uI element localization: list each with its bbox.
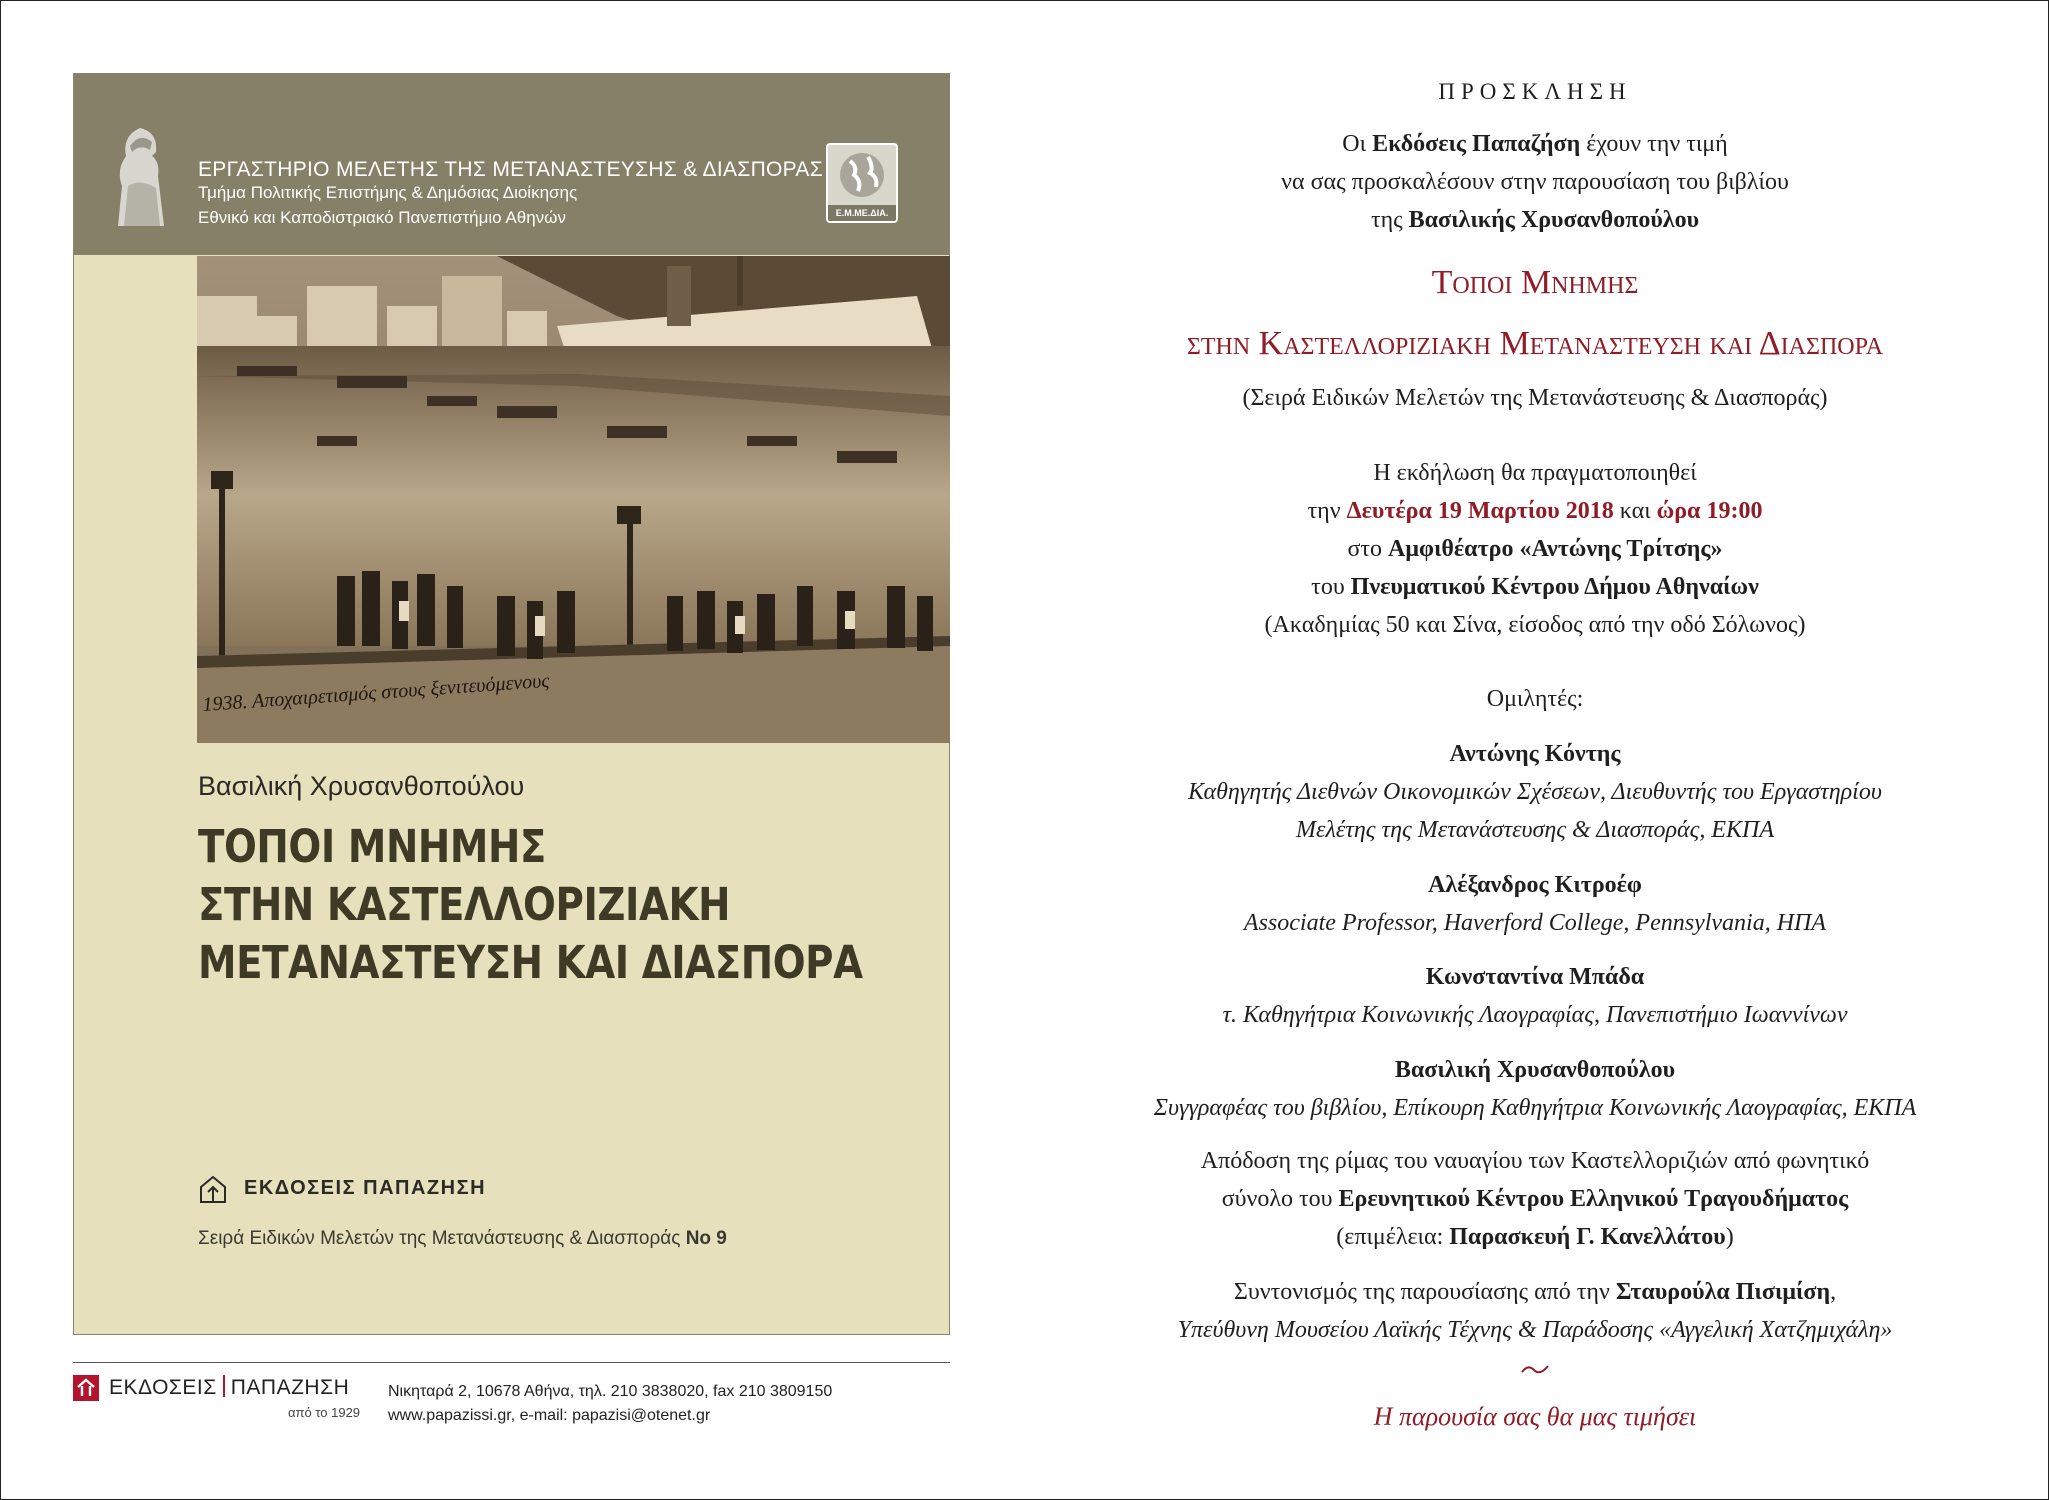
speaker-1-role-1: Καθηγητής Διεθνών Οικονομικών Σχέσεων, Διευθυντής του Εργαστηρίου	[1188, 779, 1882, 805]
perf-2-a: σύνολο του	[1221, 1186, 1339, 1212]
event-date: Δευτέρα 19 Μαρτίου 2018	[1346, 498, 1614, 524]
event-series: (Σειρά Ειδικών Μελετών της Μετανάστευσης & Διασποράς)	[1242, 385, 1828, 411]
publisher-logo-icon	[73, 1375, 99, 1401]
intro-1-c: έχουν την τιμή	[1580, 131, 1728, 157]
lab-university: Εθνικό και Καποδιστριακό Πανεπιστήμιο Αθηνών	[198, 208, 566, 227]
speaker-3-name	[1060, 962, 2010, 992]
speaker-3-role: τ. Καθηγήτρια Κοινωνικής Λαογραφίας, Πανεπιστήμιο Ιωαννίνων	[1222, 1002, 1848, 1028]
performance-line-3	[1060, 1222, 2010, 1252]
footer-rule	[73, 1362, 950, 1363]
event-title-line-1: Τοποι Μνημης	[1431, 264, 1639, 301]
book-author: Βασιλική Χρυσανθοπούλου	[198, 771, 525, 801]
event-2-b: και	[1613, 498, 1657, 524]
globe-icon	[828, 147, 896, 207]
cover-series	[198, 1228, 727, 1250]
event-address: (Ακαδημίας 50 και Σίνα, είσοδος από την οδό Σόλωνος)	[1264, 612, 1806, 638]
cover-left-strip	[74, 255, 196, 1334]
intro-author: Βασιλικής Χρυσανθοπούλου	[1408, 207, 1700, 233]
speaker-name: Βασιλική Χρυσανθοπούλου	[1394, 1057, 1676, 1083]
book-title-line-2: ΣΤΗΝ ΚΑΣΤΕΛΛΟΡΙΖΙΑΚΗ	[198, 878, 731, 931]
athena-statue-icon	[112, 126, 170, 226]
invitation-heading: ΠΡΟΣΚΛΗΣΗ	[1438, 79, 1632, 104]
cover-series-text: Σειρά Ειδικών Μελετών της Μετανάστευσης & Διασποράς	[198, 1228, 681, 1249]
logo-left: ΕΚΔΟΣΕΙΣ	[109, 1376, 217, 1399]
speaker-name: Κωνσταντίνα Μπάδα	[1425, 964, 1645, 990]
perf-editor: Παρασκευή Γ. Κανελλάτου	[1449, 1224, 1726, 1250]
intro-line-1	[1060, 129, 2010, 159]
coordination-line-2: Υπεύθυνη Μουσείου Λαϊκής Τέχνης & Παράδοσης «Αγγελική Χατζημιχάλη»	[1177, 1317, 1893, 1343]
publisher-address: Νικηταρά 2, 10678 Αθήνα, τηλ. 210 3838020, fax 210 3809150	[388, 1383, 833, 1400]
lab-title: ΕΡΓΑΣΤΗΡΙΟ ΜΕΛΕΤΗΣ ΤΗΣ ΜΕΤΑΝΑΣΤΕΥΣΗΣ & ΔΙΑΣΠΟΡΑΣ	[198, 158, 824, 181]
publisher-since: από το 1929	[288, 1405, 361, 1420]
speaker-4-name	[1060, 1055, 2010, 1085]
perf-3-a: (επιμέλεια:	[1336, 1224, 1450, 1250]
publisher-logo-text	[109, 1375, 349, 1400]
photo-caption: 1938. Αποχαιρετισμός στους ξενιτευόμενους	[201, 669, 551, 716]
book-title-line-1: ΤΟΠΟΙ ΜΝΗΜΗΣ	[198, 820, 546, 873]
lab-department: Τμήμα Πολιτικής Επιστήμης & Δημόσιας Διοίκησης	[198, 183, 578, 202]
emmedia-label: Ε.Μ.ΜΕ.ΔΙΑ.	[828, 205, 896, 221]
publisher-house-icon	[198, 1175, 228, 1203]
logo-right: ΠΑΠΑΖΗΣΗ	[230, 1376, 350, 1399]
coord-1-c: ,	[1830, 1279, 1837, 1305]
speaker-1-name	[1060, 739, 2010, 769]
event-time: ώρα 19:00	[1656, 498, 1763, 524]
speaker-1-role-2: Μελέτης της Μετανάστευσης & Διασποράς, ΕΚΠΑ	[1296, 817, 1774, 843]
book-title-line-3: ΜΕΤΑΝΑΣΤΕΥΣΗ ΚΑΙ ΔΙΑΣΠΟΡΑ	[198, 936, 863, 989]
speaker-4-role: Συγγραφέας του βιβλίου, Επίκουρη Καθηγήτρια Κοινωνικής Λαογραφίας, ΕΚΠΑ	[1153, 1095, 1917, 1121]
perf-choir: Ερευνητικού Κέντρου Ελληνικού Τραγουδήματος	[1338, 1186, 1849, 1212]
event-3-a: στο	[1347, 536, 1389, 562]
book-cover	[73, 73, 950, 1335]
performance-line-1: Απόδοση της ρίμας του ναυαγίου των Καστελλοριζιών από φωνητικό	[1200, 1148, 1870, 1174]
emmedia-logo	[826, 143, 898, 223]
event-line-1: Η εκδήλωση θα πραγματοποιηθεί	[1373, 460, 1697, 486]
event-2-a: την	[1307, 498, 1347, 524]
speaker-name: Αλέξανδρος Κιτροέφ	[1428, 872, 1642, 898]
intro-line-3	[1060, 205, 2010, 235]
speaker-2-role: Associate Professor, Haverford College, Pennsylvania, ΗΠΑ	[1243, 910, 1827, 936]
harbor-photo	[197, 256, 950, 743]
intro-1-a: Οι	[1342, 131, 1373, 157]
intro-3-a: της	[1370, 207, 1409, 233]
speakers-label: Ομιλητές:	[1486, 686, 1584, 712]
intro-line-2: να σας προσκαλέσουν στην παρουσίαση του βιβλίου	[1281, 169, 1789, 195]
event-line-4	[1060, 572, 2010, 602]
cover-series-number: Νο 9	[685, 1228, 727, 1249]
event-line-2	[1060, 496, 2010, 526]
event-venue-org: Πνευματικού Κέντρου Δήμου Αθηναίων	[1350, 574, 1759, 600]
coord-name: Σταυρούλα Πισιμίση	[1615, 1279, 1831, 1305]
intro-publisher: Εκδόσεις Παπαζήση	[1372, 131, 1581, 157]
cover-header	[74, 74, 949, 255]
coordination-line-1	[1060, 1277, 2010, 1307]
closing-line: Η παρουσία σας θα μας τιμήσει	[1373, 1402, 1697, 1431]
logo-separator	[223, 1375, 225, 1397]
event-4-a: του	[1311, 574, 1351, 600]
publisher-web: www.papazissi.gr, e-mail: papazisi@otenet.gr	[388, 1407, 711, 1424]
event-line-3	[1060, 534, 2010, 564]
cover-publisher-name: ΕΚΔΟΣΕΙΣ ΠΑΠΑΖΗΣΗ	[244, 1177, 487, 1199]
coord-1-a: Συντονισμός της παρουσίασης από την	[1233, 1279, 1616, 1305]
event-venue: Αμφιθέατρο «Αντώνης Τρίτσης»	[1388, 536, 1723, 562]
speaker-2-name	[1060, 870, 2010, 900]
event-title-line-2: στην Καστελλοριζιακη Μεταναστευση και Διασπορα	[1186, 325, 1884, 362]
flourish-ornament-icon	[1520, 1362, 1550, 1376]
performance-line-2	[1060, 1184, 2010, 1214]
speaker-name: Αντώνης Κόντης	[1449, 741, 1621, 767]
perf-3-c: )	[1725, 1224, 1734, 1250]
